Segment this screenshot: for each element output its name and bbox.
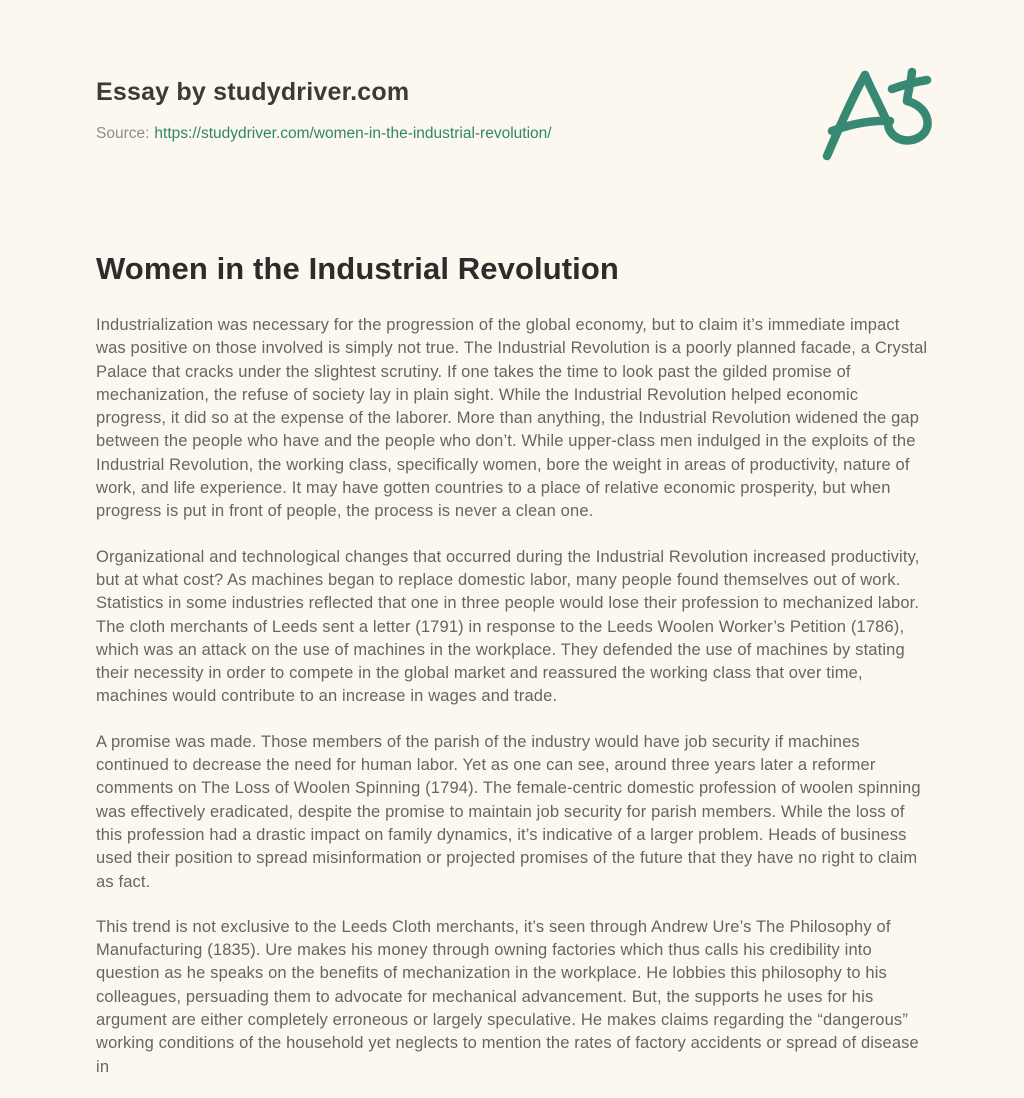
essay-content — [96, 250, 929, 1079]
essay-paragraph-2: Organizational and technological changes that occurred during the Industrial Revolution increased productivity, but at what cost? As machines began to replace domestic labor, many people found themselves out of work. Statistics in some industries reflected that one in three people would lose their profession to mechanized labor. The cloth merchants of Leeds sent a letter (1791) in response to the Leeds Woolen Worker’s Petition (1786), which was an attack on the use of machines in the workplace. They defended the use of machines by stating their necessity in order to compete in the global market and reassured the working class that over time, machines would contribute to an increase in wages and trade. — [96, 547, 920, 706]
essay-paragraph-1: Industrialization was necessary for the progression of the global economy, but to claim it’s immediate impact was positive on those involved is simply not true. The Industrial Revolution is a poorly planned facade, a Crystal Palace that cracks under the slightest scrutiny. If one takes the time to look past the gilded promise of mechanization, the refuse of society lay in plain sight. While the Industrial Revolution helped economic progress, it did so at the expense of the laborer. More than anything, the Industrial Revolution widened the gap between the people who have and the people who don’t. While upper-class men indulged in the exploits of the Industrial Revolution, the working class, specifically women, bore the weight in areas of productivity, nature of work, and life experience. It may have gotten countries to a place of relative economic prosperity, but when progress is put in front of people, the process is never a clean one. — [96, 316, 928, 521]
essay-title: Women in the Industrial Revolution — [96, 251, 619, 286]
source-link[interactable]: https://studydriver.com/women-in-the-industrial-revolution/ — [154, 125, 552, 142]
source-line — [96, 123, 929, 145]
essay-paragraph-3: A promise was made. Those members of the parish of the industry would have job security if machines continued to decrease the need for human labor. Yet as one can see, around three years later a reformer comments on The Loss of Woolen Spinning (1794). The female-centric domestic profession of woolen spinning was effectively eradicated, despite the promise to maintain job security for parish members. While the loss of this profession had a drastic impact on family dynamics, it’s indicative of a larger problem. Heads of business used their position to spread misinformation or projected promises of the future that they have no right to claim as fact. — [96, 732, 921, 891]
essay-by-heading: Essay by studydriver.com — [96, 78, 410, 106]
essay-paragraph-4: This trend is not exclusive to the Leeds Cloth merchants, it’s seen through Andrew Ure’s The Philosophy of Manufacturing (1835). Ure makes his money through owning factories which thus calls his credibility into question as he speaks on the benefits of mechanization in the workplace. He lobbies this philosophy to his colleagues, persuading them to advocate for mechanical advancement. But, the supports he uses for his argument are either completely erroneous or largely speculative. He makes claims regarding the “dangerous” working conditions of the household yet neglects to mention the rates of factory accidents or spread of disease in — [96, 917, 919, 1076]
a-plus-logo-icon — [811, 58, 936, 168]
source-label: Source: — [96, 125, 150, 142]
document-header — [96, 0, 929, 145]
